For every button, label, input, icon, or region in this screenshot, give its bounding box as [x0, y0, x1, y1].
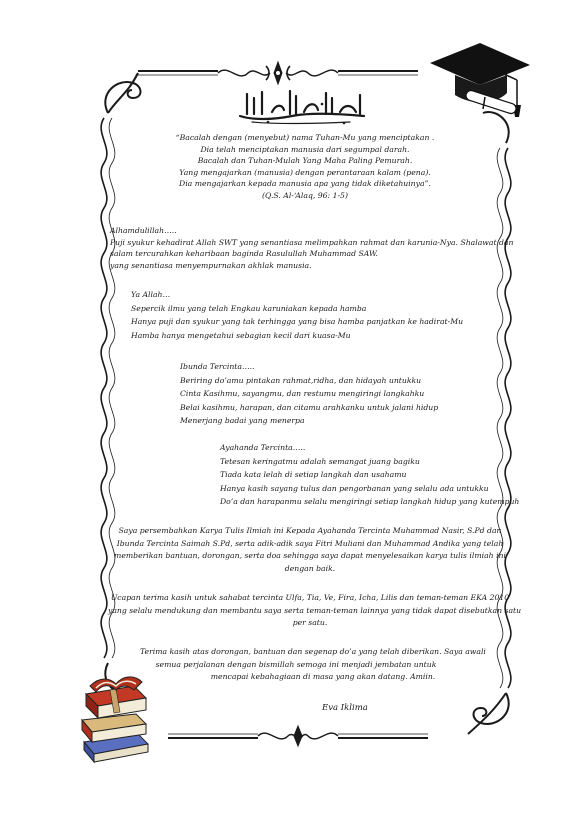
closing-line: Terima kasih atas dorongan, bantuan dan segenap do’a yang telah diberikan. Saya awali [140, 647, 486, 656]
intro-paragraph [110, 225, 513, 271]
verse-line: Hamba hanya mengetahui sebagian kecil dari kuasa-Mu [131, 330, 351, 340]
verse-line: Do’a dan harapanmu selalu mengiringi setiap langkah hidup yang kutempuh [220, 497, 520, 506]
quote-line: Bacalah dan Tuhan-Mulah Yang Maha Paling Pemurah. [197, 156, 413, 165]
dedication-line: Saya persembahkan Karya Tulis Ilmiah ini Kepada Ayahanda Tercinta Muhammad Nasir, S.Pd dan [118, 526, 502, 535]
verse-line: Tetesan keringatmu adalah semangat juang bagiku [220, 456, 420, 466]
verse-line: Sepercik ilmu yang telah Engkau karuniakan kepada hamba [131, 303, 367, 313]
quran-quote [170, 132, 440, 201]
ayahanda-verse [220, 441, 519, 509]
dedication-line: memberikan bantuan, dorongan, serta doa sehingga saya dapat menyelesaikan karya tulis ilmiah ini [114, 551, 506, 560]
graduation-cap-icon [425, 35, 535, 125]
signature-name: Eva Iklima [322, 703, 368, 713]
quote-line: Dia mengajarkan kepada manusia apa yang tidak diketahuinya”. [179, 179, 431, 188]
verse-line: Belai kasihmu, harapan, dan citamu arahkanku untuk jalani hidup [180, 402, 439, 412]
verse-line: Tiada kata lelah di setiap langkah dan usahamu [220, 470, 407, 479]
closing-line: mencapai kebahagiaan di masa yang akan datang. Amiin. [210, 672, 436, 681]
verse-line: Cinta Kasihmu, sayangmu, dan restumu mengiringi langkahku [180, 389, 425, 398]
dedication-line: Ibunda Tercinta Saimah S.Pd, serta adik-adik saya Fitri Muliani dan Muhammad Andika yang telah [116, 538, 504, 548]
quote-line: Yang mengajarkan (manusia) dengan perantaraan kalam (pena). [179, 167, 431, 177]
verse-line: Menerjang badai yang menerpa [180, 416, 305, 425]
ibunda-verse [180, 360, 438, 428]
verse-line: Hanya puji dan syukur yang tak terhingga yang bisa hamba panjatkan ke hadirat-Mu [131, 317, 464, 326]
verse-line: Ya Allah… [131, 290, 171, 299]
quote-citation: (Q.S. Al-‘Alaq, 96: 1-5) [262, 190, 348, 200]
thanks-line: yang selalu mendukung dan membantu saya serta teman-teman lainnya yang tidak dapat disebutkan satu [108, 605, 522, 615]
intro-line: yang senantiasa menyempurnakan akhlak manusia. [110, 260, 312, 270]
bismillah-calligraphy [232, 86, 372, 126]
closing-line: semua perjalanan dengan bismillah semoga ini menjadi jembatan untuk [155, 659, 437, 669]
dedication-line: dengan baik. [284, 563, 336, 573]
verse-line: Ayahanda Tercinta….. [220, 443, 306, 452]
intro-line: Alhamdulillah….. [110, 226, 177, 235]
thanks-line: Ucapan terima kasih untuk sahabat tercinta Ulfa, Tia, Ve, Fira, Icha, Lilis dan teman-teman EKA 2010 [110, 593, 510, 602]
verse-line: Ibunda Tercinta….. [180, 362, 255, 371]
quote-line: Dia telah menciptakan manusia dari segumpal darah. [200, 144, 410, 154]
closing-paragraph [140, 646, 486, 684]
books-stack-icon [76, 672, 154, 764]
intro-line: Puji syukur kehadirat Allah SWT yang senantiasa melimpahkan rahmat dan karunia-Nya. Shalawat dan [110, 237, 514, 247]
thanks-line: per satu. [292, 618, 328, 627]
dedication-paragraph [110, 525, 510, 575]
thanks-friends-paragraph [108, 592, 522, 630]
verse-line: Beriring do’amu pintakan rahmat,ridha, dan hidayah untukku [180, 375, 422, 385]
verse-line: Hanya kasih sayang tulus dan pengorbanan yang selalu ada untukku [220, 483, 489, 493]
allah-verse [131, 288, 463, 342]
quote-line: “Bacalah dengan (menyebut) nama Tuhan-Mu yang menciptakan . [175, 133, 435, 142]
intro-line: salam tercurahkan keharibaan baginda Rasulullah Muhammad SAW. [110, 249, 378, 258]
